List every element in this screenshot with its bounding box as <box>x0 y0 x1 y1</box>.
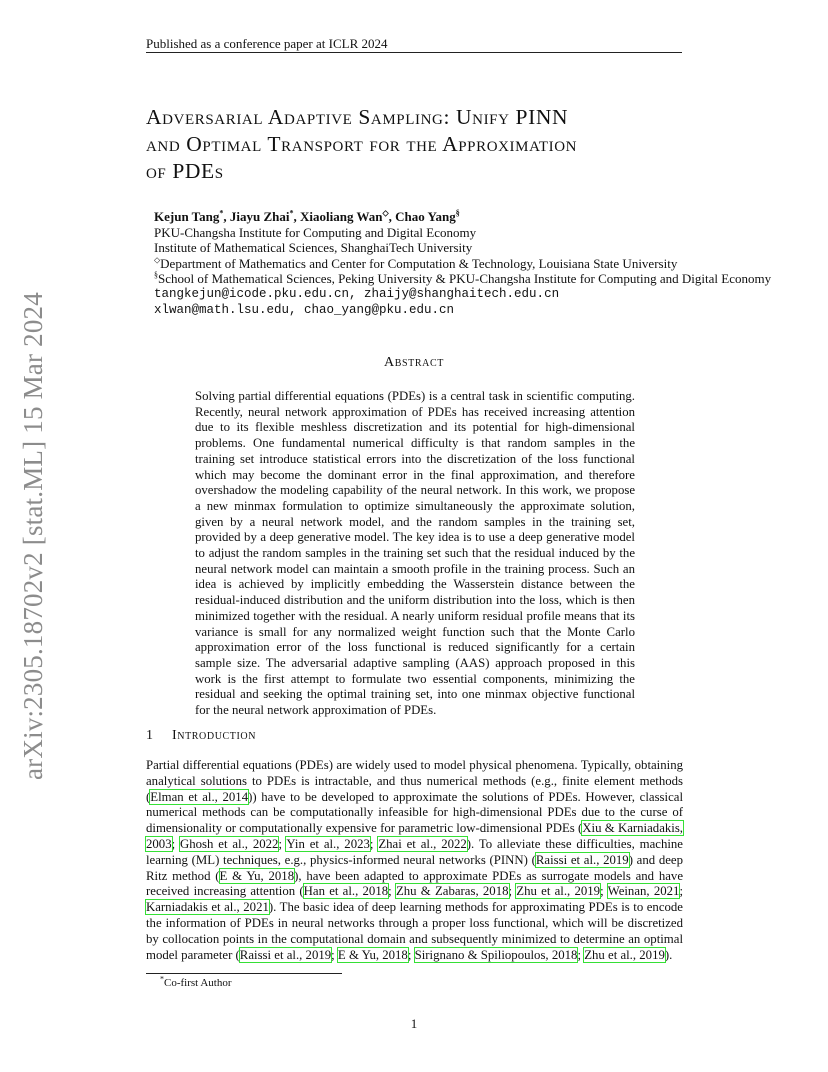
text-run: )) have to be developed to approximate the solutions of PDEs. However, classical numerical methods can be computationally infeasible for high-dimensional PDEs due to the curse of dimensionality or computationally expensive for parametric low-dimensional PDEs ( <box>146 789 684 836</box>
affiliation <box>154 271 794 287</box>
affiliation: Institute of Mathematical Sciences, ShanghaiTech University <box>154 240 473 256</box>
text-run: ; <box>331 947 338 962</box>
affil-mark: § <box>154 271 158 281</box>
author-name: Kejun Tang <box>154 209 220 224</box>
citation-link[interactable]: Sirignano & Spiliopoulos, 2018 <box>414 947 578 962</box>
text-run: ; <box>278 836 287 851</box>
affiliation <box>154 256 794 272</box>
affiliation: PKU-Changsha Institute for Computing and Digital Economy <box>154 224 477 240</box>
text-run: ; <box>171 836 181 851</box>
arxiv-sidebar-stamp: arXiv:2305.18702v2 [stat.ML] 15 Mar 2024 <box>18 292 48 780</box>
author-emails: tangkejun@icode.pku.edu.cn, zhaijy@shanghaitech.edu.cn <box>154 286 560 301</box>
author-name: Jiayu Zhai <box>229 209 290 224</box>
affil-mark: * <box>219 208 224 218</box>
header-rule <box>146 52 682 53</box>
text-run: Partial differential equations (PDEs) are widely used to model physical phenomena. Typically, obtaining analytical solutions to PDEs is intractable, and thus numerical methods (e.g., finite element methods ( <box>146 758 683 804</box>
title-line: and Optimal Transport for the Approximation <box>146 132 578 156</box>
title-line: of PDEs <box>146 159 224 183</box>
text-run: ). The basic idea of deep learning methods for approximating PDEs is to encode the information of PDEs in neural networks through a proper loss functional, which will be discretized by collocation points in the computational domain and subsequently minimized to determine an optimal model parameter ( <box>146 900 683 962</box>
footnote-mark: * <box>160 974 164 984</box>
affiliation-text: Department of Mathematics and Center for Computation & Technology, Louisiana State University <box>160 255 678 271</box>
running-header: Published as a conference paper at ICLR 2024 <box>146 36 388 51</box>
text-run: ), have been adapted to approximate PDEs as surrogate models and have received increasing attention ( <box>146 868 683 899</box>
footnote <box>160 974 232 989</box>
citation-link[interactable]: Karniadakis et al., 2021 <box>146 900 269 915</box>
section-heading <box>146 728 256 744</box>
footnote-text: Co-first Author <box>164 977 232 989</box>
paper-title <box>146 104 706 185</box>
text-run: ; <box>388 884 396 899</box>
citation-link[interactable]: Ghosh et al., 2022 <box>180 836 279 851</box>
citation-link[interactable]: Zhu & Zabaras, 2018 <box>395 884 509 899</box>
citation-link[interactable]: Han et al., 2018 <box>303 884 389 899</box>
footnote-rule <box>146 973 342 974</box>
citation-link[interactable]: E & Yu, 2018 <box>337 947 408 962</box>
section-number: 1 <box>146 728 154 743</box>
author-names: Kejun Tang*, Jiayu Zhai*, Xiaoliang Wan◇, Chao Yang§ <box>154 208 460 224</box>
text-run: ; <box>407 947 415 962</box>
citation-link[interactable]: Raissi et al., 2019 <box>535 852 629 867</box>
citation-link[interactable]: Zhu et al., 2019 <box>516 884 601 899</box>
affil-mark: § <box>455 208 460 218</box>
text-run: ; <box>369 836 379 851</box>
citation-link[interactable]: Raissi et al., 2019 <box>239 947 332 962</box>
author-emails: xlwan@math.lsu.edu, chao_yang@pku.edu.cn <box>154 302 455 317</box>
text-run: ). To alleviate these difficulties, machine learning (ML) techniques, e.g., physics-informed neural networks (PINN) ( <box>146 836 683 867</box>
introduction-paragraph <box>146 758 683 963</box>
text-run: ; <box>508 884 517 899</box>
author-block <box>154 209 794 318</box>
citation-link[interactable]: Yin et al., 2023 <box>286 836 370 851</box>
page-number: 1 <box>410 1016 418 1031</box>
affil-mark: ◇ <box>154 255 161 265</box>
abstract-text: Solving partial differential equations (PDEs) is a central task in scientific computing. Recently, neural network approximation of PDEs has received increasing attention due to its flexible meshless discretization and its potential for high-dimensional problems. One fundamental numerical difficulty is that random samples in the training set introduce statistical errors into the discretization of the loss functional which may become the dominant error in the final approximation, and therefore overshadow the modeling capability of the neural network. In this work, we propose a new minmax formulation to optimize simultaneously the approximate solution, given by a neural network model, and the random samples in the training set, provided by a deep generative model. The key idea is to use a deep generative model to adjust the random samples in the training set such that the residual induced by the neural network model can maintain a smooth profile in the training process. Such an idea is achieved by implicitly embedding the Wasserstein distance between the residual-induced distribution and the uniform distribution into the loss, which is then minimized together with the residual. A nearly uniform residual profile means that its variance is small for any normalized weight function such that the Monte Carlo approximation error of the loss functional is reduced significantly for a certain sample size. The adversarial adaptive sampling (AAS) approach proposed in this work is the first attempt to formulate two essential components, minimizing the residual and seeking the optimal training set, into one minmax objective functional for the neural network approximation of PDEs. <box>195 389 635 718</box>
author-name: Xiaoliang Wan <box>300 209 383 224</box>
affiliation-text: School of Mathematical Sciences, Peking University & PKU-Changsha Institute for Computing and Digital Economy <box>158 271 772 287</box>
text-run: ; <box>600 884 608 899</box>
section-title: Introduction <box>172 728 257 743</box>
text-run: ) and deep Ritz method ( <box>146 852 683 883</box>
citation-link[interactable]: Elman et al., 2014 <box>150 789 249 804</box>
text-run: ; <box>679 884 683 899</box>
citation-link[interactable]: Xiu & Karniadakis, 2003 <box>146 821 684 851</box>
author-name: Chao Yang <box>395 209 456 224</box>
text-run: ). <box>664 947 673 962</box>
citation-link[interactable]: E & Yu, 2018 <box>219 868 295 883</box>
citation-link[interactable]: Zhai et al., 2022 <box>378 836 467 851</box>
text-run: ; <box>577 947 585 962</box>
affil-mark: * <box>289 208 294 218</box>
citation-link[interactable]: Zhu et al., 2019 <box>584 947 665 962</box>
citation-link[interactable]: Weinan, 2021 <box>607 884 680 899</box>
title-line: Adversarial Adaptive Sampling: Unify PINN <box>146 105 569 129</box>
abstract-heading: Abstract <box>384 355 444 370</box>
affil-mark: ◇ <box>382 208 389 218</box>
